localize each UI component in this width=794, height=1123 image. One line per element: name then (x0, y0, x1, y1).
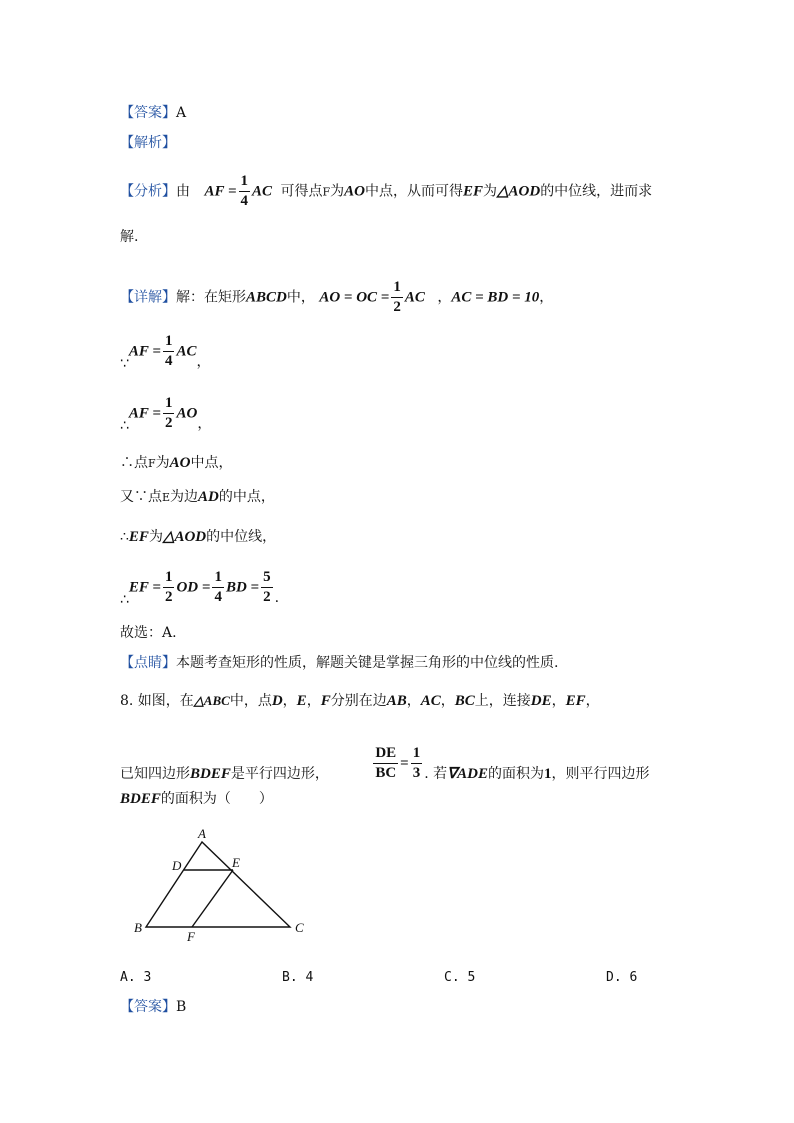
text: ，则平行四边形 (551, 765, 650, 782)
fraction-1-3: $\frac{1}{3}$ (412, 745, 421, 781)
label-b: B (134, 920, 142, 935)
text: 由 (176, 183, 190, 200)
math-triangle-ade: ∇ADE (447, 765, 489, 782)
point-f: F (148, 457, 156, 470)
math-ao: AO (169, 455, 191, 471)
fraction: $\frac{5}{2}$ (263, 569, 271, 605)
fraction: $\frac{1}{4}$ (214, 569, 222, 605)
fraction-de-bc: $\frac{DE}{BC}$ (375, 745, 397, 781)
fraction-1-4: $\frac{1}{4}$ (240, 173, 248, 209)
therefore-symbol: ∴ (120, 417, 129, 434)
q8-line-3 (120, 792, 273, 807)
math-ao: AO (344, 183, 365, 200)
fenxi-tag: 【分析】 (120, 183, 176, 200)
math-triangle-aod: △AOD (496, 183, 541, 200)
math-d: D (271, 693, 283, 709)
text: 的中位线，进而求 (540, 183, 653, 200)
fraction: $\frac{1}{4}$ (164, 333, 173, 369)
math-triangle-aod: △AOD (162, 529, 207, 545)
step-6 (120, 569, 280, 608)
xiangjie-tag: 【详解】 (120, 289, 176, 306)
step-2 (120, 395, 212, 434)
text: 为 (482, 183, 497, 200)
math-af: AF = (204, 183, 237, 200)
text: 已知四边形 (120, 765, 190, 782)
q8-line-1: 8. 如图，在△ABC中，点D，E，F分别在边AB，AC，BC上，连接DE，EF， (120, 693, 600, 709)
triangle-abc (146, 842, 290, 927)
label-a: A (198, 826, 206, 841)
label-d: D (172, 858, 182, 873)
fraction-1-2: $\frac{1}{2}$ (393, 279, 401, 315)
text: ， (437, 289, 452, 306)
text: 为 (148, 529, 163, 545)
equals: = (400, 755, 409, 772)
option-a[interactable]: A. 3 (120, 970, 152, 985)
text: 为 (155, 455, 170, 471)
math-ao: AO (176, 405, 198, 422)
math-e: E (296, 693, 307, 709)
label-e: E (232, 855, 240, 870)
answer-line-1 (120, 106, 186, 120)
therefore-symbol: ∴ (120, 591, 129, 608)
step-3 (120, 456, 232, 471)
fraction: $\frac{1}{2}$ (164, 395, 173, 431)
because-symbol: ∵ (120, 355, 129, 372)
text: . 若 (424, 765, 448, 782)
text: ∴点 (120, 455, 148, 471)
text: ， (539, 289, 554, 306)
dianjing-tag: 【点睛】 (120, 655, 176, 671)
text: ， (197, 415, 212, 432)
math-ad: AD (198, 489, 219, 505)
answer-tag: 【答案】 (120, 105, 176, 121)
answer-value: B (176, 999, 187, 1015)
text: 解：在矩形 (176, 289, 246, 306)
math-bdef: BDEF (190, 765, 231, 782)
math-ac-bd: AC = BD = 10 (451, 289, 540, 306)
label-c: C (295, 920, 304, 935)
text: 为 (330, 183, 345, 200)
math-one: 1 (544, 765, 552, 782)
math-ef: EF = (128, 579, 161, 596)
text: ， (196, 353, 211, 370)
text: 的面积为 (488, 765, 545, 782)
math-ac: AC (404, 289, 425, 306)
fraction: $\frac{1}{2}$ (164, 569, 173, 605)
math-bdef: BDEF (120, 791, 161, 807)
math-ab: AB (386, 693, 407, 709)
text: 的中位线， (206, 529, 277, 545)
answer-value: A (176, 105, 187, 121)
analysis-tag: 【解析】 (120, 135, 176, 151)
math-f: F (320, 693, 331, 709)
step-5 (120, 530, 276, 545)
point-e: E (162, 491, 171, 504)
step-1 (120, 333, 211, 372)
math-af: AF = (128, 343, 161, 360)
math-bd: BD = (225, 579, 260, 596)
text: ∴ (120, 529, 129, 545)
math-od: OD = (176, 579, 211, 596)
text: 上，连接 (474, 693, 531, 709)
math-ac: AC (252, 183, 273, 200)
math-ef: EF (462, 183, 483, 200)
guxuan: 故选：A. (120, 625, 177, 641)
xiangjie-line (120, 280, 553, 315)
math-ef: EF (128, 529, 149, 545)
text: 分别在边 (330, 693, 387, 709)
text: 8. 如图，在 (120, 693, 194, 709)
answer-line-2 (120, 1000, 186, 1014)
text: 的面积为（ ） (160, 791, 273, 807)
text: 中点，从而可得 (364, 183, 463, 200)
math-bc: BC (454, 693, 475, 709)
math-triangle-abc: △ABC (193, 693, 230, 708)
math-ac: AC (420, 693, 441, 709)
math-abcd: ABCD (246, 289, 287, 306)
option-d[interactable]: D. 6 (606, 970, 638, 985)
fenxi-line (120, 174, 652, 209)
option-c[interactable]: C. 5 (444, 970, 476, 985)
dianjing-line (120, 656, 558, 670)
math-ef: EF (565, 693, 586, 709)
math-ac: AC (176, 343, 197, 360)
option-b[interactable]: B. 4 (282, 970, 314, 985)
fenxi-cont: 解. (120, 229, 139, 245)
text: 可得点 (280, 183, 323, 200)
math-af: AF = (128, 405, 161, 422)
text: 是平行四边形， (230, 765, 329, 782)
text: . (274, 589, 280, 606)
math-de: DE (530, 693, 552, 709)
step-4 (120, 490, 275, 505)
triangle-figure (120, 820, 320, 945)
answer-tag: 【答案】 (120, 999, 176, 1015)
text: 为边 (170, 489, 199, 505)
dianjing-text: 本题考查矩形的性质，解题关键是掌握三角形的中位线的性质. (176, 655, 559, 671)
segment-ef (192, 870, 233, 927)
q8-line-2 (120, 746, 650, 781)
label-f: F (187, 929, 195, 944)
text: 的中点， (218, 489, 275, 505)
point-f: F (322, 185, 331, 199)
text: 中， (286, 289, 315, 306)
math-ao-oc: AO = OC = (319, 289, 390, 306)
text: 又∵点 (120, 489, 162, 505)
text: 中，点 (229, 693, 272, 709)
text: 中点， (190, 455, 233, 471)
